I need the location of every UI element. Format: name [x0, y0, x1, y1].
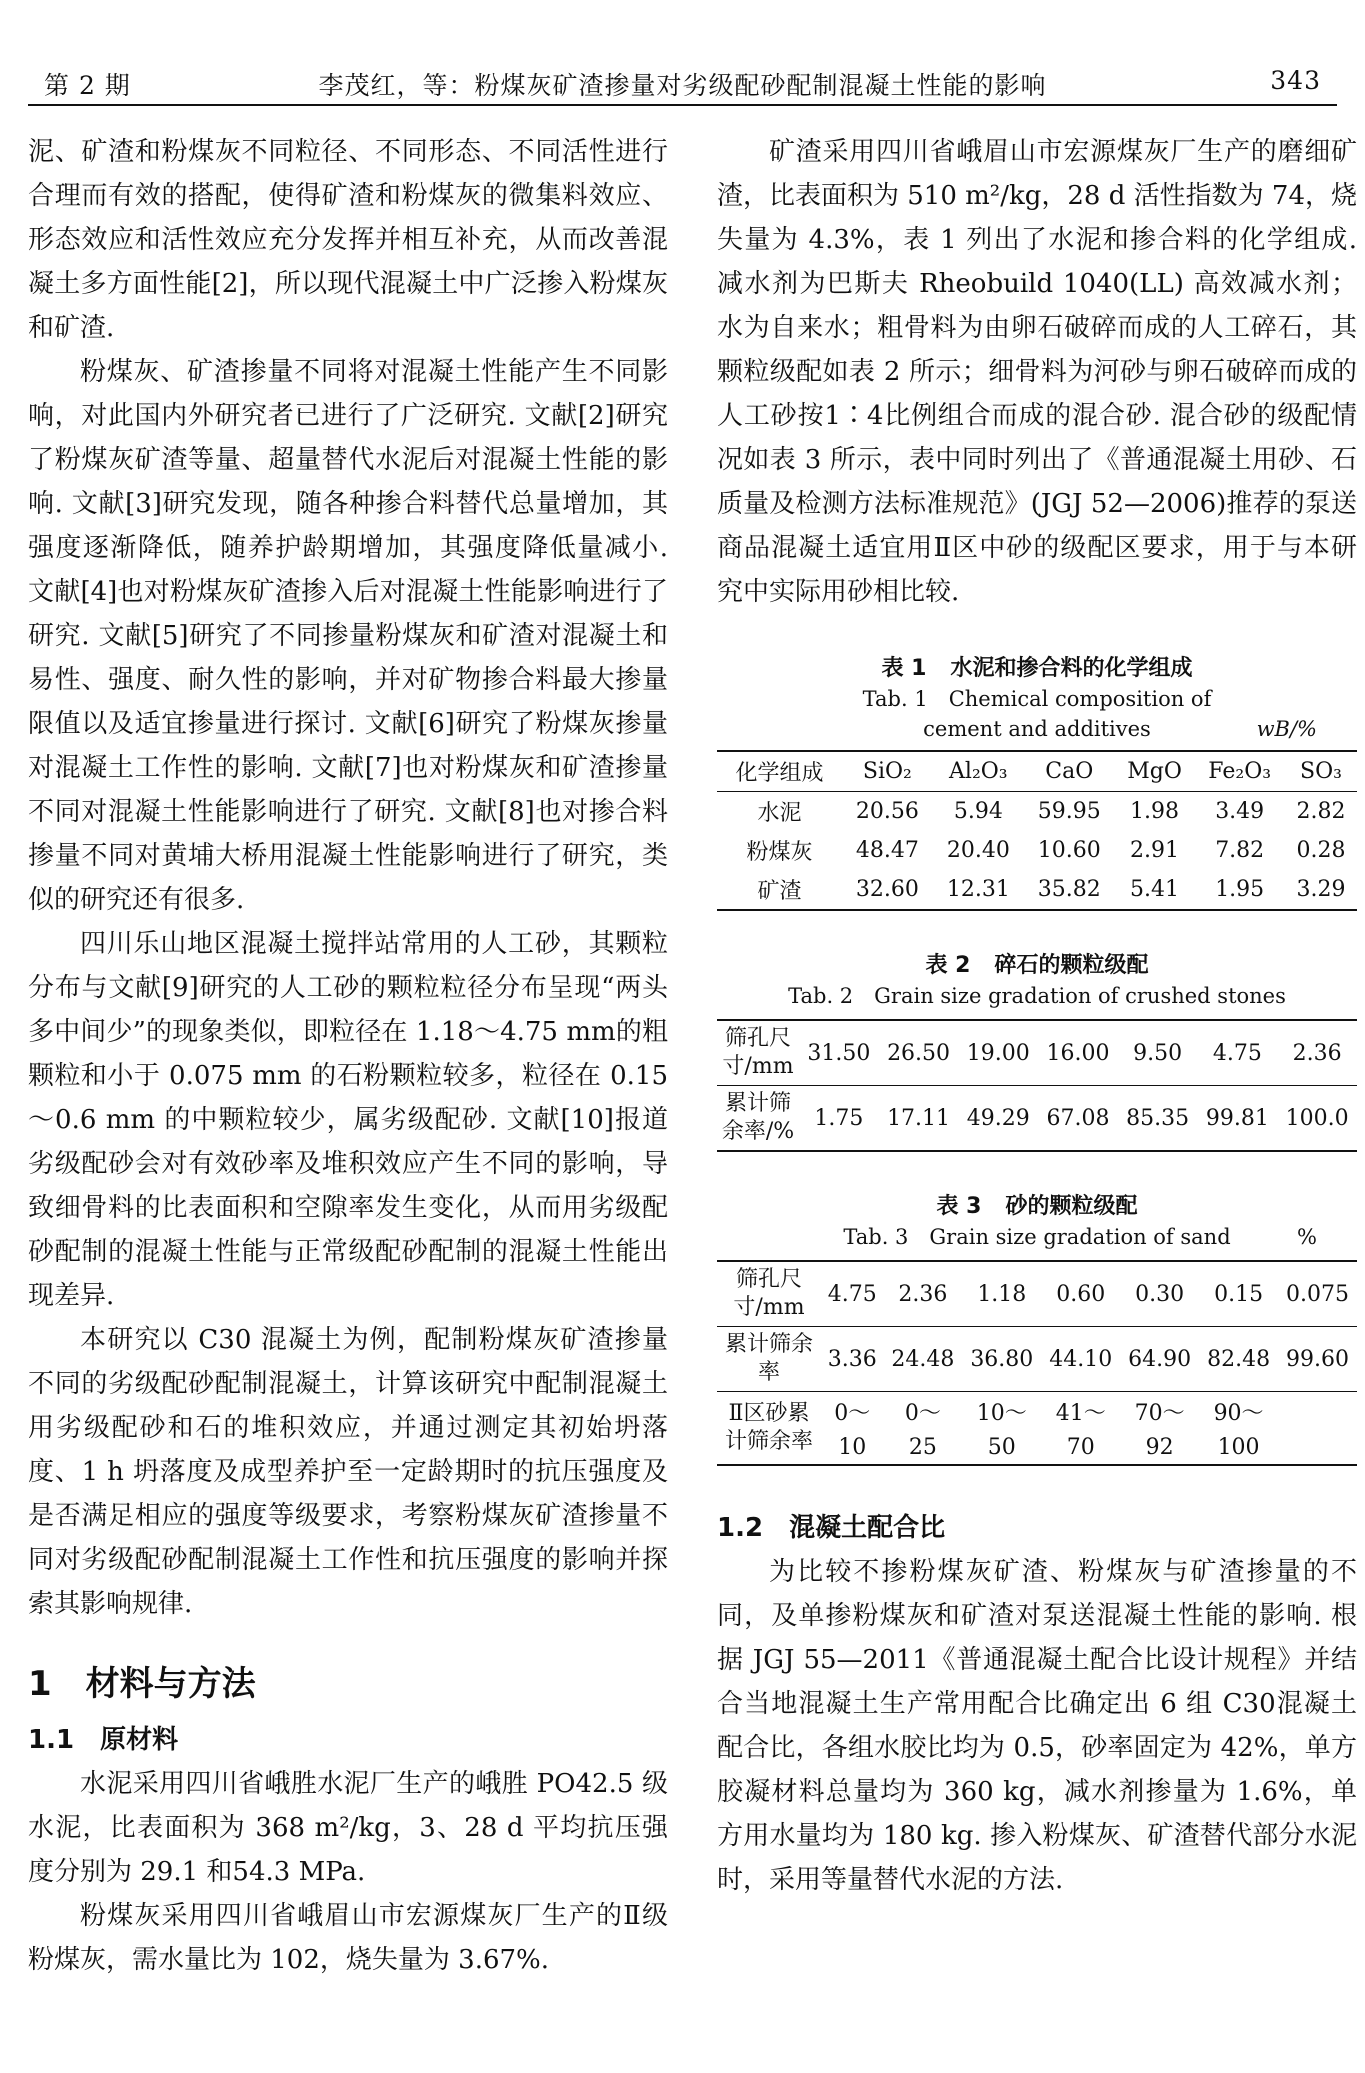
- running-header: [28, 60, 1337, 106]
- table-header: 化学组成: [735, 761, 824, 786]
- table-row: 粉煤灰 48.47 20.40 10.60 2.91 7.82 0.28: [746, 838, 1346, 865]
- row-label: 筛孔尺寸/mm: [722, 1026, 794, 1079]
- table-header: Al₂O₃: [949, 759, 1008, 784]
- table-header: CaO: [1045, 759, 1094, 784]
- table-row: 水泥 20.56 5.94 59.95 1.98 3.49 2.82: [757, 799, 1346, 826]
- row-label: 累计筛余率/%: [721, 1091, 795, 1144]
- table-unit: wB/%: [1256, 717, 1317, 741]
- paragraph: 泥、矿渣和粉煤灰不同粒径、不同形态、不同活性进行合理而有效的搭配，使得矿渣和粉煤灰的微集料效应、形态效应和活性效应充分发挥并相互补充，从而改善混凝土多方面性能[2]，所以现代混凝土中广泛掺入粉煤灰和矿渣.: [28, 137, 668, 343]
- table-2: [717, 951, 1357, 1152]
- subsection-heading: [717, 1506, 1357, 1550]
- issue-number: 第 2 期: [44, 71, 131, 100]
- table-3: [717, 1192, 1357, 1466]
- table-row: 矿渣 32.60 12.31 35.82 5.41 1.95 3.29: [717, 870, 1357, 910]
- table-caption-en: Tab. 3 Grain size gradation of sand %: [717, 1222, 1357, 1252]
- table-unit: %: [1297, 1225, 1317, 1249]
- paragraph: 水泥采用四川省峨胜水泥厂生产的峨胜 PO42.5 级水泥，比表面积为 368 m²/kg，3、28 d 平均抗压强度分别为 29.1 和54.3 MPa.: [28, 1769, 668, 1887]
- row-label: 累计筛余率: [724, 1332, 813, 1385]
- table-row: 累计筛余率 3.36 24.48 36.80 44.10 64.90 82.48 99.60: [717, 1327, 1357, 1392]
- table: [717, 1260, 1357, 1466]
- table: [717, 750, 1357, 911]
- table-caption: 表 3 砂的颗粒级配: [936, 1194, 1138, 1219]
- table-row: 筛孔尺寸/mm 31.50 26.50 19.00 16.00 9.50 4.75 2.36: [717, 1020, 1357, 1086]
- left-column: [28, 130, 668, 1982]
- table-row: 10 25 50 70 92 100: [717, 1431, 1357, 1465]
- page-number: 343: [1270, 66, 1321, 95]
- subsection-title: 混凝土配合比: [789, 1513, 946, 1543]
- section-heading: 1 材料与方法: [28, 1664, 256, 1704]
- subsection-number: 1.1: [28, 1725, 75, 1755]
- paragraph: 粉煤灰、矿渣掺量不同将对混凝土性能产生不同影响，对此国内外研究者已进行了广泛研究. 文献[2]研究了粉煤灰矿渣等量、超量替代水泥后对混凝土性能的影响. 文献[3]研究发现，随各种掺合料替代总量增加，其强度逐渐降低，随养护龄期增加，其强度降低量减小. 文献[4]也对粉煤灰矿渣掺入后对混凝土性能影响进行了研究. 文献[5]研究了不同掺量粉煤灰和矿渣对混凝土和易性、强度、耐久性的影响，并对矿物掺合料最大掺量限值以及适宜掺量进行探讨. 文献[6]研究了粉煤灰掺量对混凝土工作性的影响. 文献[7]也对粉煤灰和矿渣掺量不同对混凝土性能影响进行了研究. 文献[8]也对掺合料掺量不同对黄埔大桥用混凝土性能影响进行了研究，类似的研究还有很多.: [28, 357, 668, 915]
- table-caption-en: Tab. 1 Chemical composition of: [862, 687, 1212, 711]
- paragraph: 为比较不掺粉煤灰矿渣、粉煤灰与矿渣掺量的不同，及单掺粉煤灰和矿渣对泵送混凝土性能的影响. 根据 JGJ 55—2011《普通混凝土配合比设计规程》并结合当地混凝土生产常用配合比确定出 6 组 C30混凝土配合比，各组水胶比均为 0.5，砂率固定为 42%，单方胶凝材料总量均为 360 kg，减水剂掺量为 1.6%，单方用水量均为 180 kg. 掺入粉煤灰、矿渣替代部分水泥时，采用等量替代水泥的方法.: [717, 1557, 1357, 1895]
- table-header: SiO₂: [862, 759, 912, 784]
- table-caption: 表 2 碎石的颗粒级配: [925, 953, 1149, 978]
- table-header-row: [717, 751, 1357, 792]
- subsection-number: 1.2: [717, 1513, 764, 1543]
- table: [717, 1019, 1357, 1152]
- row-label: 筛孔尺寸/mm: [733, 1267, 805, 1320]
- paragraph: 本研究以 C30 混凝土为例，配制粉煤灰矿渣掺量不同的劣级配砂配制混凝土，计算该研究中配制混凝土用劣级配砂和石的堆积效应，并通过测定其初始坍落度、1 h 坍落度及成型养护至一定龄期时的抗压强度及是否满足相应的强度等级要求，考察粉煤灰矿渣掺量不同对劣级配砂配制混凝土工作性和抗压强度的影响并探索其影响规律.: [28, 1325, 668, 1619]
- table-header: MgO: [1127, 759, 1182, 784]
- table-caption-en: Tab. 2 Grain size gradation of crushed stones: [788, 984, 1286, 1008]
- table-row: Ⅱ区砂累计筛余率 0～ 0～ 10～ 41～ 70～ 90～: [717, 1392, 1357, 1432]
- subsection-heading: [28, 1718, 668, 1762]
- subsection-title: 原材料: [100, 1725, 179, 1755]
- table-caption-en: cement and additives wB/%: [717, 714, 1357, 744]
- table-1: [717, 654, 1357, 911]
- running-title: 李茂红，等：粉煤灰矿渣掺量对劣级配砂配制混凝土性能的影响: [318, 71, 1047, 100]
- table-row: 筛孔尺寸/mm 4.75 2.36 1.18 0.60 0.30 0.15 0.075: [717, 1261, 1357, 1327]
- table-row: 累计筛余率/% 1.75 17.11 49.29 67.08 85.35 99.81 100.0: [717, 1086, 1357, 1152]
- right-column: [717, 130, 1357, 1902]
- row-label: Ⅱ区砂累计筛余率: [724, 1401, 813, 1454]
- paragraph: 粉煤灰采用四川省峨眉山市宏源煤灰厂生产的Ⅱ级粉煤灰，需水量比为 102，烧失量为 3.67%.: [28, 1901, 668, 1975]
- paragraph: 矿渣采用四川省峨眉山市宏源煤灰厂生产的磨细矿渣，比表面积为 510 m²/kg，28 d 活性指数为 74，烧失量为 4.3%，表 1 列出了水泥和掺合料的化学组成. 减水剂为巴斯夫 Rheobuild 1040(LL) 高效减水剂；水为自来水；粗骨料为由卵石破碎而成的人工碎石，其颗粒级配如表 2 所示；细骨料为河砂与卵石破碎而成的人工砂按1∶4比例组合而成的混合砂. 混合砂的级配情况如表 3 所示，表中同时列出了《普通混凝土用砂、石质量及检测方法标准规范》(JGJ 52—2006)推荐的泵送商品混凝土适宜用Ⅱ区中砂的级配区要求，用于与本研究中实际用砂相比较.: [717, 137, 1357, 607]
- table-header: Fe₂O₃: [1208, 759, 1272, 784]
- paragraph: 四川乐山地区混凝土搅拌站常用的人工砂，其颗粒分布与文献[9]研究的人工砂的颗粒粒径分布呈现“两头多中间少”的现象类似，即粒径在 1.18～4.75 mm的粗颗粒和小于 0.075 mm 的石粉颗粒较多，粒径在 0.15～0.6 mm 的中颗粒较少，属劣级配砂. 文献[10]报道劣级配砂会对有效砂率及堆积效应产生不同的影响，导致细骨料的比表面积和空隙率发生变化，从而用劣级配砂配制的混凝土性能与正常级配砂配制的混凝土性能出现差异.: [28, 929, 668, 1311]
- table-caption: 表 1 水泥和掺合料的化学组成: [881, 656, 1193, 681]
- table-header: SO₃: [1300, 759, 1342, 784]
